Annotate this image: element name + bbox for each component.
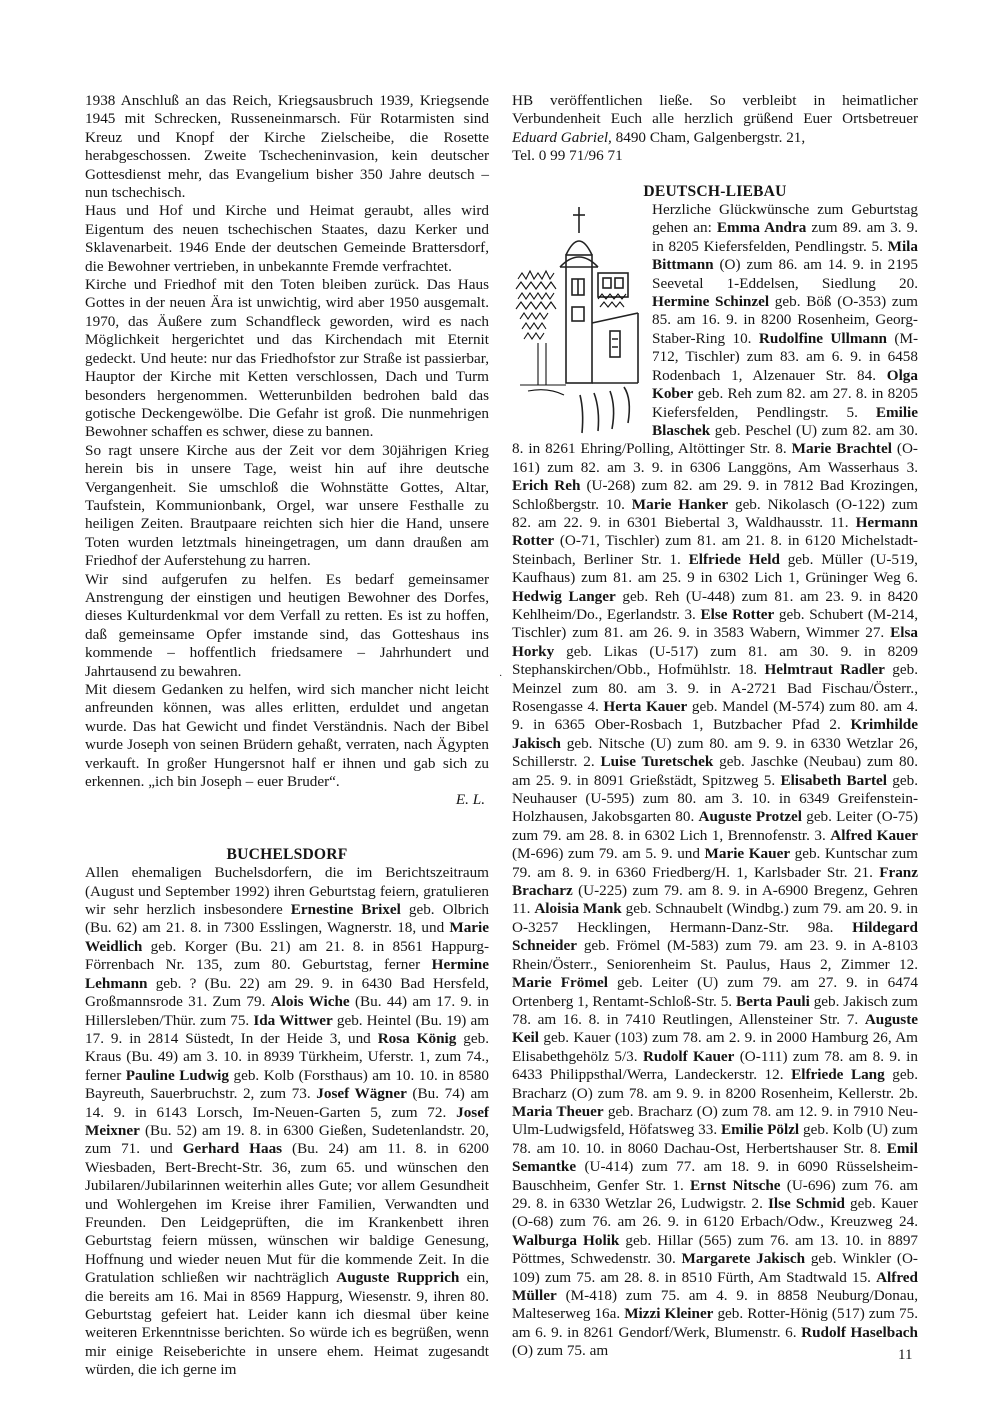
- text-run: (U-696) zum 76. am 29. 8. in 6330 Wetzlar 26, Ludwigstr. 2.: [512, 1176, 919, 1212]
- text-run: (M-696) zum 79. am 5. 9. und: [512, 845, 705, 863]
- person-name: Gerhard Haas: [182, 1140, 283, 1158]
- text-run: geb. Müller (U-519, Kaufhaus) zum 81. am 25. 9 in 6302 Lich 1, Grüninger Weg 6.: [512, 550, 918, 587]
- text-run: geb. Kauer (103) zum 78. am 2. 9. in 2000 Hamburg 26, Am Elisabethgehölz 5/3.: [512, 1029, 918, 1065]
- person-name: Hermann Rotter: [512, 513, 918, 550]
- author-name: Eduard Gabriel,: [512, 128, 612, 146]
- text-run: zum 89. am 3. 9. in 8205 Kiefersfelden, Pendlingstr. 5.: [652, 219, 919, 255]
- text-run: geb. Nitsche (U) zum 80. am 9. 9. in 6330 Wetzlar 26, Schillerstr. 2.: [512, 734, 918, 771]
- document-page: 1938 Anschluß an das Reich, Kriegsausbruch 1939, Kriegsende 1945 mit Schrecken, Russeneinmarsch. Für Rotarmisten sind Kreuz und Knopf der Kirche Zielscheibe, die Rosette herabgeschossen. Zweite Tschecheninvasion, kein deutscher Gottesdienst mehr, das Evangelium bisher 350 Jahre deutsch – nun tschechisch. Haus und Hof und Kirche und Heimat geraubt, alles wird Eigentum des neuen tschechischen Staates, dazu Kerker und Sklavenarbeit. 1946 Ende der deutschen Gemeinde Brattersdorf, die Bewohner vertrieben, in unbekannte Fremde verfrachtet. Kirche und Friedhof mit den Toten bleiben zurück. Das Haus Gottes in der neuen Ära ist unwichtig, wird aber 1950 ausgemalt. 1970, das Äußere zum Schandfleck geworden, wird es nach Möglichkeit hergerichtet und das Kirchendach mit Eternit gedeckt. Und heute: nur das Friedhofstor zur Straße ist passierbar, Hauptor der Kirche mit Ketten verschlossen, Dach und Turm besonders hergenommen. Wetterunbilden bedrohen bald das gotische Deckengewölbe. Die Gefahr ist groß. Die nunmehrigen Bewohner schaffen es schwer, diese zu bannen. So ragt unsere Kirche aus der Zeit vor dem 30jährigen Krieg herein bis in unsere Tage, weist hin auf ihre deutsche Vergangenheit. Sie umschloß die Wohnstätte Gottes, Altar, Taufstein, Kommunionbank, Orgel, war unsere Festhalle zu heiligen Zeiten. Brautpaare reichten sich hier die Hand, unsere Toten wurden letztmals hineingetragen, um dann draußen am Friedhof der Auferstehung zu harren. Wir sind aufgerufen zu helfen. Es bedarf gemeinsamer Anstrengung der einstigen und heutigen Bewohner des Dorfes, dieses Kulturdenkmal vor dem Verfall zu retten. Es ist zu hoffen, daß gemeinsame Opfer imstande sind, das Gotteshaus ins kommende – hoffentlich friedsamere – Jahrhundert und Jahrtausend zu bewahren. Mit diesem Gedanken zu helfen, wird sich mancher nicht leicht anfreunden können, was alles erlitten, erduldet und angetan wurde. Das hat Gewicht und findet Verständnis. Nach der Bibel wurde Joseph von seinen Brüdern gehaßt, verraten, nach Ägypten verkauft. In großer Hungersnot half er ihnen und gab sich zu erkennen. „ich bin Joseph – euer Bruder“. E. L. BUCHELSDORF Allen ehemaligen Buchelsdorfern, die im Berichtszeitraum (August und September 1992) ihren Geburtstag feiern, gratulieren wir sehr herzlich insbesondere Ernestine Brixel geb. Olbrich (Bu. 62) am 21. 8. in 7300 Esslingen, Wagnerstr. 18, und Marie Weidlich geb. Korger (Bu. 21) am 21. 8. in 8561 Happurg-Förrenbach Nr. 135, zum 80. Geburtstag, ferner Hermine Lehmann geb. ? (Bu. 22) am 29. 9. in 6430 Bad Hersfeld, Großmannsrode 31. Zum 79. Alois Wiche (Bu. 44) am 17. 9. in Hillersleben/Thür. zum 75. Ida Wittwer geb. Heintel (Bu. 19) am 17. 9. in 2814 Süstedt, In der Heide 3, und Rosa König geb. Kraus (Bu. 49) am 3. 10. in 8939 Türkheim, Uferstr. 1, zum 74., ferner Pauline Ludwig geb. Kolb (Forsthaus) am 10. 10. in 8580 Bayreuth, Sauerbruchstr. 2, zum 73. Josef Wägner (Bu. 74) am 14. 9. in 6143 Lorsch, Im-Neuen-Garten 5, zum 72. Josef Meixner (Bu. 52) am 19. 8. in 6300 Gießen, Sudetenlandstr. 20, zum 71. und Gerhard Haas (Bu. 24) am 11. 8. in 6200 Wiesbaden, Bert-Brecht-Str. 36, zum 65. und wünschen den Jubilaren/Jubilarinnen weiterhin alles Gute; vor allem Gesundheit und Wohlergehen im Kreise ihrer Familien, Verwandten und Freunden. Den Leidgeprüften, die im Krankenbett ihren Geburtstag feiern müssen, wünschen wir baldige Genesung, Hoffnung und wieder neuen Mut für die kommende Zeit. In die Gratulation schließen wir nachträglich Auguste Rupprich ein, die bereits am 16. Mai in 8569 Happurg, Wiesenstr. 9, ihren 80. Geburtstag gefeiert hat. Leider kann ich diesmal über keine weiteren Erkenntnisse berichten. So würde ich es begrüßen, wenn mir einige Reiseberichte in unsere ehem. Heimat zugesandt würden, die ich gerne im HB veröffentlichen ließe. So verbleibt in heimatlicher Verbundenheit Euch alle herzlich grüßend Euer Ortsbetreuer Eduard Gabriel, 8490 Cham, Galgenbergstr. 21, Tel. 0 99 71/96 71 DEUTSCH-LIEBAU Herzliche Glückwünsche zum Geburtstag gehen an: Emma Andra zum 89. am 3. 9. in 8205 Kiefersfelden, Pendlingstr. 5. Mila Bittmann (O) zum 86. am 14. 9. in 2195 Seevetal 1-Eddelsen, Siedlung 20. Hermine Schinzel geb. Böß (O-353) zum 85. am 16. 9. in 8200 Rosenheim, Georg-Staber-Ring 10. Rudolfine Ullmann (M-712, Tischler) zum 83. am 6. 9. in 6458 Rodenbach 1, Alzenauer Str. 84. Olga Kober geb. Reh zum 82. am 27. 8. in 8205 Kiefersfelden, Pendlingstr. 5. Emilie Blaschek geb. Peschel (U) zum 82. am 30. 8. in 8261 Ehring/Polling, Altöttinger Str. 8. Marie Brachtel (O-161) zum 82. am 3. 9. in 6306 Langgöns, Am Wasserhaus 3. Erich Reh (U-268) zum 82. am 29. 9. in 7812 Bad Krozingen, Schloßbergstr. 10. Marie Hanker geb. Nikolasch (O-122) zum 82. am 22. 9. in 6301 Biebertal 3, Waldhausstr. 11. Hermann Rotter (O-71, Tischler) zum 81. am 21. 8. in 6120 Michelstadt-Steinbach, Berliner Str. 1. Elfriede Held geb. Müller (U-519, Kaufhaus) zum 81. am 25. 9 in 6302 Lich 1, Grüninger Weg 6. Hedwig Langer geb. Reh (U-448) zum 81. am 23. 9. in 8420 Kehlheim/Do., Egerlandstr. 3. Else Rotter geb. Schubert (M-214, Tischler) zum 81. am 26. 9. in 3583 Wabern, Wimmer 27. Elsa Horky geb. Likas (U-517) zum 81. am 30. 9. in 8209 Stephanskirchen/Obb., Hofmühlstr. 18. Helmtraut Radler geb. Meinzel zum 80. am 3. 9. in A-2721 Bad Fischau/Österr., Rosengasse 4. Herta Kauer geb. Mandel (M-574) zum 80. am 4. 9. in 6365 Ober-Rosbach 1, Butzbacher Pfad 2. Krimhilde Jakisch geb. Nitsche (U) zum 80. am 9. 9. in 6330 Wetzlar 26, Schillerstr. 2. Luise Turetschek geb. Jaschke (Neubau) zum 80. am 25. 9. in 8091 Grießstädt, Spitzweg 5. Elisabeth Bartel geb. Neuhauser (U-595) zum 80. am 3. 10. in 6349 Greifenstein-Holzhausen, Jakobsgarten 80. Auguste Protzel geb. Leiter (O-75) zum 79. am 28. 8. in 6302 Lich 1, Brennofenstr. 3. Alfred Kauer (M-696) zum 79. am 5. 9. und Marie Kauer geb. Kuntschar zum 79. am 8. 9. in 6360 Friedberg/H. 1, Karlsbader Str. 21. Franz Bracharz (U-225) zum 79. am 8. 9. in A-6900 Bregenz, Gehren 11. Aloisia Mank geb. Schnaubelt (Windbg.) zum 79. am 20. 9. in O-3257 Hecklingen, Hermann-Danz-Str. 98a. Hildegard Schneider geb. Frömel (M-583) zum 79. am 23. 9. in A-8103 Rhein/Österr., Seniorenheim St. Paulus, Haus 2, Zimmer 12. Marie Frömel geb. Leiter (U) zum 79. am 27. 9. in 6474 Ortenberg 1, Rentamt-Schloß-Str. 5. Berta Pauli geb. Jakisch zum 78. am 16. 8. in 7410 Reutlingen, Allensteiner Str. 7. Auguste Keil geb. Kauer (103) zum 78. am 2. 9. in 2000 Hamburg 26, Am Elisabethgehölz 5/3. Rudolf Kauer (O-111) zum 78. am 8. 9. in 6433 Philippsthal/Werra, Landeckerstr. 12. Elfriede Lang geb. Bracharz (O) zum 78. am 9. 9. in 8200 Rosenheim, Kellerstr. 2b. Maria Theuer geb. Bracharz (O) zum 78. am 12. 9. in 7910 Neu-Ulm-Ludwigsfeld, Höfatsweg 33. Emilie Pölzl geb. Kolb (U) zum 78. am 10. 10. in 8060 Dachau-Ost, Herbertshauser Str. 8. Emil Semantke (U-414) zum 77. am 18. 9. in 6090 Rüsselsheim-Bauschheim, Genfer Str. 1. Ernst Nitsche (U-696) zum 76. am 29. 8. in 6330 Wetzlar 26, Ludwigstr. 2. Ilse Schmid geb. Kauer (O-68) zum 76. am 26. 9. in 6120 Erbach/Odw., Kreuzweg 24. Walburga Holik geb. Hillar (565) zum 76. am 13. 10. in 8897 Pöttmes, Schwedenstr. 30. Margarete Jakisch geb. Winkler (O-109) zum 75. am 28. 8. in 8510 Fürth, Am Stadtwald 15. Alfred Müller (M-418) zum 75. am 4. 9. in 8858 Neuburg/Donau, Malteserweg 16a. Mizzi Kleiner geb. Rotter-Hönig (517) zum 75. am 6. 9. in 8261 Gendorf/Werk, Blumenstr. 6. Rudolf Haselbach (O) zum 75. am · 11: [85, 92, 919, 1379]
- text-run: (Bu. 74) am 14. 9. in 6143 Lorsch, Im-Neuen-Garten 5, zum 72.: [85, 1085, 489, 1121]
- person-name: Ernst Nitsche: [689, 1176, 781, 1194]
- text-run: geb. Olbrich (Bu. 62) am 21. 8. in 7300 Esslingen, Wagnerstr. 18, und: [85, 901, 490, 937]
- text-run: geb. Heintel (Bu. 19) am 17. 9. in 2814 Süstedt, In der Heide 3, und: [85, 1011, 490, 1047]
- person-name: Olga Kober: [652, 366, 918, 403]
- text-run: geb. Frömel (M-583) zum 79. am 23. 9. in A-8103 Rhein/Österr., Seniorenheim St. Paulus, Haus 2, Zimmer 12.: [512, 937, 918, 973]
- person-name: Ilse Schmid: [768, 1194, 845, 1212]
- person-name: Maria Theuer: [512, 1102, 604, 1120]
- person-name: Hildegard Schneider: [512, 918, 918, 955]
- text-run: (O-111) zum 78. am 8. 9. in 6433 Philippsthal/Werra, Landeckerstr. 12.: [512, 1047, 918, 1084]
- text-run: geb. Kraus (Bu. 49) am 3. 10. in 8939 Türkheim, Uferstr. 1, zum 74., ferner: [85, 1029, 489, 1084]
- text-run: (Bu. 24) am 11. 8. in 6200 Wiesbaden, Bert-Brecht-Str. 36, zum 65. und wünschen den Jubilaren/Jubilarinnen weiterhin alles Gute; vor allem Gesundheit und Wohlergehen im Kreise ihrer Familien, Verwandten und Freunden. Den Leidgeprüften, die im Krankenbett ihren Geburtstag feiern müssen, wünschen wir baldige Genesung, Hoffnung und wieder neuen Mut für die kommende Zeit. In die Gratulation schließen wir nachträglich: [85, 1140, 489, 1287]
- author-telephone: Tel. 0 99 71/96 71: [512, 147, 623, 165]
- person-name: Krimhilde Jakisch: [512, 716, 918, 752]
- person-name: Berta Pauli: [735, 992, 810, 1010]
- paragraph-5: Wir sind aufgerufen zu helfen. Es bedarf gemeinsamer Anstrengung der einstigen und heutigen Bewohner des Dorfes, dieses Kulturdenkmal vor dem Verfall zu retten. Es ist zu hoffen, daß gemeinsame Opfer imstande sind, das Gotteshaus ins kommende – hoffentlich friedsamere – Jahrhundert und Jahrtausend zu bewahren.: [85, 570, 489, 680]
- person-name: Alois Wiche: [270, 993, 350, 1011]
- text-run: geb. Rotter-Hönig (517) zum 75. am 6. 9. in 8261 Gendorf/Werk, Blumenstr. 6.: [512, 1305, 918, 1341]
- person-name: Hermine Schinzel: [652, 293, 770, 311]
- text-run: geb. Leiter (O-75) zum 79. am 28. 8. in 6302 Lich 1, Brennofenstr. 3.: [512, 808, 918, 844]
- text-run: geb. Kolb (U) zum 78. am 10. 10. in 8060 Dachau-Ost, Herbertshauser Str. 8.: [512, 1121, 918, 1157]
- text-run: geb. Mandel (M-574) zum 80. am 4. 9. in 6365 Ober-Rosbach 1, Butzbacher Pfad 2.: [512, 698, 918, 734]
- person-name: Mizzi Kleiner: [624, 1305, 714, 1323]
- person-name: Pauline Ludwig: [125, 1066, 229, 1084]
- text-run: geb. Korger (Bu. 21) am 21. 8. in 8561 Happurg-Förrenbach Nr. 135, zum 80. Geburtstag, ferner: [85, 937, 489, 974]
- person-name: Marie Frömel: [512, 974, 608, 992]
- text-run: geb. Kauer (O-68) zum 76. am 26. 9. in 6120 Erbach/Odw., Kreuzweg 24.: [512, 1194, 918, 1231]
- text-run: geb. Meinzel zum 80. am 3. 9. in A-2721 Bad Fischau/Österr., Rosengasse 4.: [512, 661, 918, 715]
- author-address: 8490 Cham, Galgenbergstr. 21,: [611, 128, 806, 146]
- text-run: Herzliche Glückwünsche zum Geburtstag gehen an:: [652, 201, 918, 237]
- text-run: geb. Kolb (Forsthaus) am 10. 10. in 8580 Bayreuth, Sauerbruchstr. 2, zum 73.: [85, 1066, 489, 1103]
- person-name: Luise Turetschek: [600, 753, 714, 771]
- person-name: Emma Andra: [716, 219, 807, 237]
- deutsch-liebau-heading: DEUTSCH-LIEBAU: [643, 182, 787, 200]
- buchelsdorf-heading: BUCHELSDORF: [226, 845, 348, 863]
- text-run: (Bu. 44) am 17. 9. in Hillersleben/Thür. zum 75.: [85, 993, 489, 1029]
- person-name: Rosa König: [377, 1029, 457, 1047]
- person-name: Auguste Keil: [512, 1010, 918, 1047]
- text-run: geb. Nikolasch (O-122) zum 82. am 22. 9. in 6301 Biebertal 3, Waldhausstr. 11.: [512, 495, 918, 531]
- person-name: Ida Wittwer: [253, 1011, 333, 1029]
- buchelsdorf-text: [85, 864, 489, 1379]
- text-run: geb. Jaschke (Neubau) zum 80. am 25. 9. in 8091 Grießstädt, Spitzweg 5.: [512, 753, 918, 789]
- text-run: (O) zum 75. am: [512, 1342, 609, 1360]
- person-name: Walburga Holik: [512, 1231, 620, 1249]
- person-name: Marie Weidlich: [85, 919, 489, 955]
- person-name: Marie Brachtel: [791, 440, 892, 458]
- text-run: (M-712, Tischler) zum 83. am 6. 9. in 6458 Rodenbach 1, Alzenauer Str. 84.: [652, 329, 919, 384]
- text-run: geb. ? (Bu. 22) am 29. 9. in 6430 Bad Hersfeld, Großmannsrode 31. Zum 79.: [85, 974, 489, 1011]
- paragraph-6: Mit diesem Gedanken zu helfen, wird sich mancher nicht leicht anfreunden können, was alles erlitten, erduldet und angetan wurde. Das hat Gewicht und findet Verständnis. Nach der Bibel wurde Joseph von seinen Brüdern gehaßt, verraten, nach Ägypten verkauft. In großer Hungersnot half er ihnen und gab sich zu erkennen. „ich bin Joseph – euer Bruder“.: [85, 681, 489, 791]
- text-run: geb. Böß (O-353) zum 85. am 16. 9. in 8200 Rosenheim, Georg-Staber-Ring 10.: [652, 293, 918, 347]
- person-name: Mila Bittmann: [652, 237, 918, 274]
- church-icon: [514, 203, 644, 435]
- left-column: [85, 92, 489, 1380]
- text-run: geb. Peschel (U) zum 82. am 30. 8. in 8261 Ehring/Polling, Altöttinger Str. 8.: [512, 421, 918, 458]
- text-run: (O) zum 86. am 14. 9. in 2195 Seevetal 1-Eddelsen, Siedlung 20.: [652, 256, 918, 292]
- text-run: (O-71, Tischler) zum 81. am 21. 8. in 6120 Michelstadt-Steinbach, Berliner Str. 1.: [512, 532, 918, 568]
- text-run: geb. Hillar (565) zum 76. am 13. 10. in 8897 Pöttmes, Schwedenstr. 30.: [512, 1231, 919, 1268]
- paragraph-2: Haus und Hof und Kirche und Heimat geraubt, alles wird Eigentum des neuen tschechischen Staates, dazu Kerker und Sklavenarbeit. 1946 Ende der deutschen Gemeinde Brattersdorf, die Bewohner vertrieben, in unbekannte Fremde verfrachtet.: [85, 202, 489, 275]
- person-name: Aloisia Mank: [534, 900, 622, 918]
- person-name: Emilie Pölzl: [721, 1121, 800, 1139]
- text-run: (O-161) zum 82. am 3. 9. in 6306 Langgöns, Am Wasserhaus 3.: [512, 440, 918, 476]
- person-name: Erich Reh: [512, 477, 581, 495]
- continued-text: [512, 92, 918, 147]
- person-name: Josef Wägner: [316, 1085, 407, 1103]
- person-name: Helmtraut Radler: [764, 661, 885, 679]
- text-run: (U-268) zum 82. am 29. 9. in 7812 Bad Krozingen, Schloßbergstr. 10.: [512, 477, 918, 513]
- person-name: Hermine Lehmann: [85, 956, 489, 992]
- church-illustration: [514, 203, 644, 435]
- text-run: geb. Schubert (M-214, Tischler) zum 81. am 26. 9. in 3583 Wabern, Wimmer 27.: [512, 605, 918, 642]
- person-name: Auguste Protzel: [698, 808, 802, 826]
- text-run: (U-414) zum 77. am 18. 9. in 6090 Rüsselsheim-Bauschheim, Genfer Str. 1.: [512, 1158, 918, 1194]
- person-name: Josef Meixner: [85, 1103, 489, 1139]
- text-run: geb. Kuntschar zum 79. am 8. 9. in 6360 Friedberg/H. 1, Karlsbader Str. 21.: [512, 845, 918, 881]
- person-name: Ernestine Brixel: [290, 901, 401, 919]
- page-number: 11: [898, 1347, 913, 1363]
- text-run: geb. Likas (U-517) zum 81. am 30. 9. in 8209 Stephanskirchen/Obb., Hofmühlstr. 18.: [512, 642, 918, 679]
- person-name: Elsa Horky: [512, 624, 918, 660]
- text-run: geb. Bracharz (O) zum 78. am 9. 9. in 8200 Rosenheim, Kellerstr. 2b.: [512, 1066, 919, 1102]
- person-name: Alfred Kauer: [830, 826, 918, 844]
- person-name: Auguste Rupprich: [336, 1269, 460, 1287]
- text-run: Allen ehemaligen Buchelsdorfern, die im Berichtszeitraum (August und September 1992) ihren Geburtstag feiern, gratulieren wir sehr herzlich insbesondere: [85, 864, 489, 919]
- paragraph-1: 1938 Anschluß an das Reich, Kriegsausbruch 1939, Kriegsende 1945 mit Schrecken, Russeneinmarsch. Für Rotarmisten sind Kreuz und Knopf der Kirche Zielscheibe, die Rosette herabgeschossen. Zweite Tschecheninvasion, kein deutscher Gottesdienst mehr, das Evangelium bisher 350 Jahre deutsch – nun tschechisch.: [85, 92, 489, 202]
- person-name: Alfred Müller: [512, 1268, 918, 1304]
- person-name: Marie Hanker: [631, 495, 729, 513]
- text-run: geb. Winkler (O-109) zum 75. am 28. 8. in 8510 Fürth, Am Stadtwald 15.: [512, 1250, 918, 1286]
- text-run: geb. Reh (U-448) zum 81. am 23. 9. in 8420 Kehlheim/Do., Egerlandstr. 3.: [512, 587, 918, 623]
- text-run: geb. Leiter (U) zum 79. am 27. 9. in 6474 Ortenberg 1, Rentamt-Schloß-Str. 5.: [512, 974, 918, 1010]
- person-name: Hedwig Langer: [512, 587, 616, 605]
- paragraph-3: Kirche und Friedhof mit den Toten bleiben zurück. Das Haus Gottes in der neuen Ära ist unwichtig, wird aber 1950 ausgemalt. 1970, das Äußere zum Schandfleck geworden, wird es nach Möglichkeit hergerichtet und das Kirchendach mit Eternit gedeckt. Und heute: nur das Friedhofstor zur Straße ist passierbar, Hauptor der Kirche mit Ketten verschlossen, Dach und Turm besonders hergenommen. Wetterunbilden bedrohen bald das gotische Deckengewölbe. Die Gefahr ist groß. Die nunmehrigen Bewohner schaffen es schwer, diese zu bannen.: [85, 276, 489, 441]
- person-name: Marie Kauer: [704, 845, 791, 863]
- person-name: Elisabeth Bartel: [780, 771, 887, 789]
- text-run: ein, die bereits am 16. Mai in 8569 Happurg, Wiesenstr. 9, ihren 80. Geburtstag gefeiert hat. Leider kann ich diesmal über keine weiteren Erkenntnisse berichten. So würde ich es begrüßen, wenn mir einige Reiseberichte in unsere ehem. Heimat zugesandt würden, die ich gerne im: [85, 1269, 489, 1379]
- person-name: Emil Semantke: [512, 1139, 918, 1176]
- person-name: Else Rotter: [700, 605, 775, 623]
- text-run: geb. Reh zum 82. am 27. 8. in 8205 Kiefersfelden, Pendlingstr. 5.: [652, 385, 918, 421]
- person-name: Margarete Jakisch: [681, 1250, 806, 1268]
- text-run: (M-418) zum 75. am 4. 9. in 8858 Neuburg/Donau, Malteserweg 16a.: [512, 1287, 918, 1323]
- author-signature: E. L.: [455, 791, 485, 809]
- text-run: (Bu. 52) am 19. 8. in 6300 Gießen, Sudetenlandstr. 20, zum 71. und: [85, 1121, 489, 1158]
- paragraph-4: So ragt unsere Kirche aus der Zeit vor dem 30jährigen Krieg herein bis in unsere Tage, weist hin auf ihre deutsche Vergangenheit. Sie umschloß die Wohnstätte Gottes, Altar, Taufstein, Kommunionbank, Orgel, war unsere Festhalle zu heiligen Zeiten. Brautpaare reichten sich hier die Hand, unsere Toten wurden letztmals hineingetragen, um dann draußen am Friedhof der Auferstehung zu harren.: [85, 441, 489, 570]
- person-name: Franz Bracharz: [512, 863, 918, 900]
- person-name: Herta Kauer: [603, 698, 688, 715]
- text-run: geb. Jakisch zum 78. am 16. 8. in 7410 Reutlingen, Allensteiner Str. 7.: [512, 992, 918, 1028]
- signature-line: [85, 791, 489, 809]
- text-run: geb. Bracharz (O) zum 78. am 12. 9. in 7910 Neu-Ulm-Ludwigsfeld, Höfatsweg 33.: [512, 1102, 918, 1139]
- person-name: Elfriede Held: [688, 550, 780, 568]
- person-name: Rudolfine Ullmann: [758, 329, 887, 347]
- right-column: [512, 92, 918, 1361]
- person-name: Rudolf Kauer: [642, 1047, 735, 1065]
- text-run: geb. Neuhauser (U-595) zum 80. am 3. 10. in 6349 Greifenstein-Holzhausen, Jakobsgarten 80.: [512, 771, 919, 826]
- text-run: (U-225) zum 79. am 8. 9. in A-6900 Bregenz, Gehren 11.: [512, 882, 918, 918]
- continued-text-body: HB veröffentlichen ließe. So verbleibt in heimatlicher Verbundenheit Euch alle herzlich grüßend Euer Ortsbetreuer: [512, 92, 918, 128]
- person-name: Rudolf Haselbach: [801, 1323, 918, 1341]
- person-name: Emilie Blaschek: [652, 403, 918, 439]
- text-run: geb. Schnaubelt (Windbg.) zum 79. am 20. 9. in O-3257 Hecklingen, Hermann-Danz-Str. 98a.: [512, 900, 919, 936]
- person-name: Elfriede Lang: [791, 1066, 885, 1084]
